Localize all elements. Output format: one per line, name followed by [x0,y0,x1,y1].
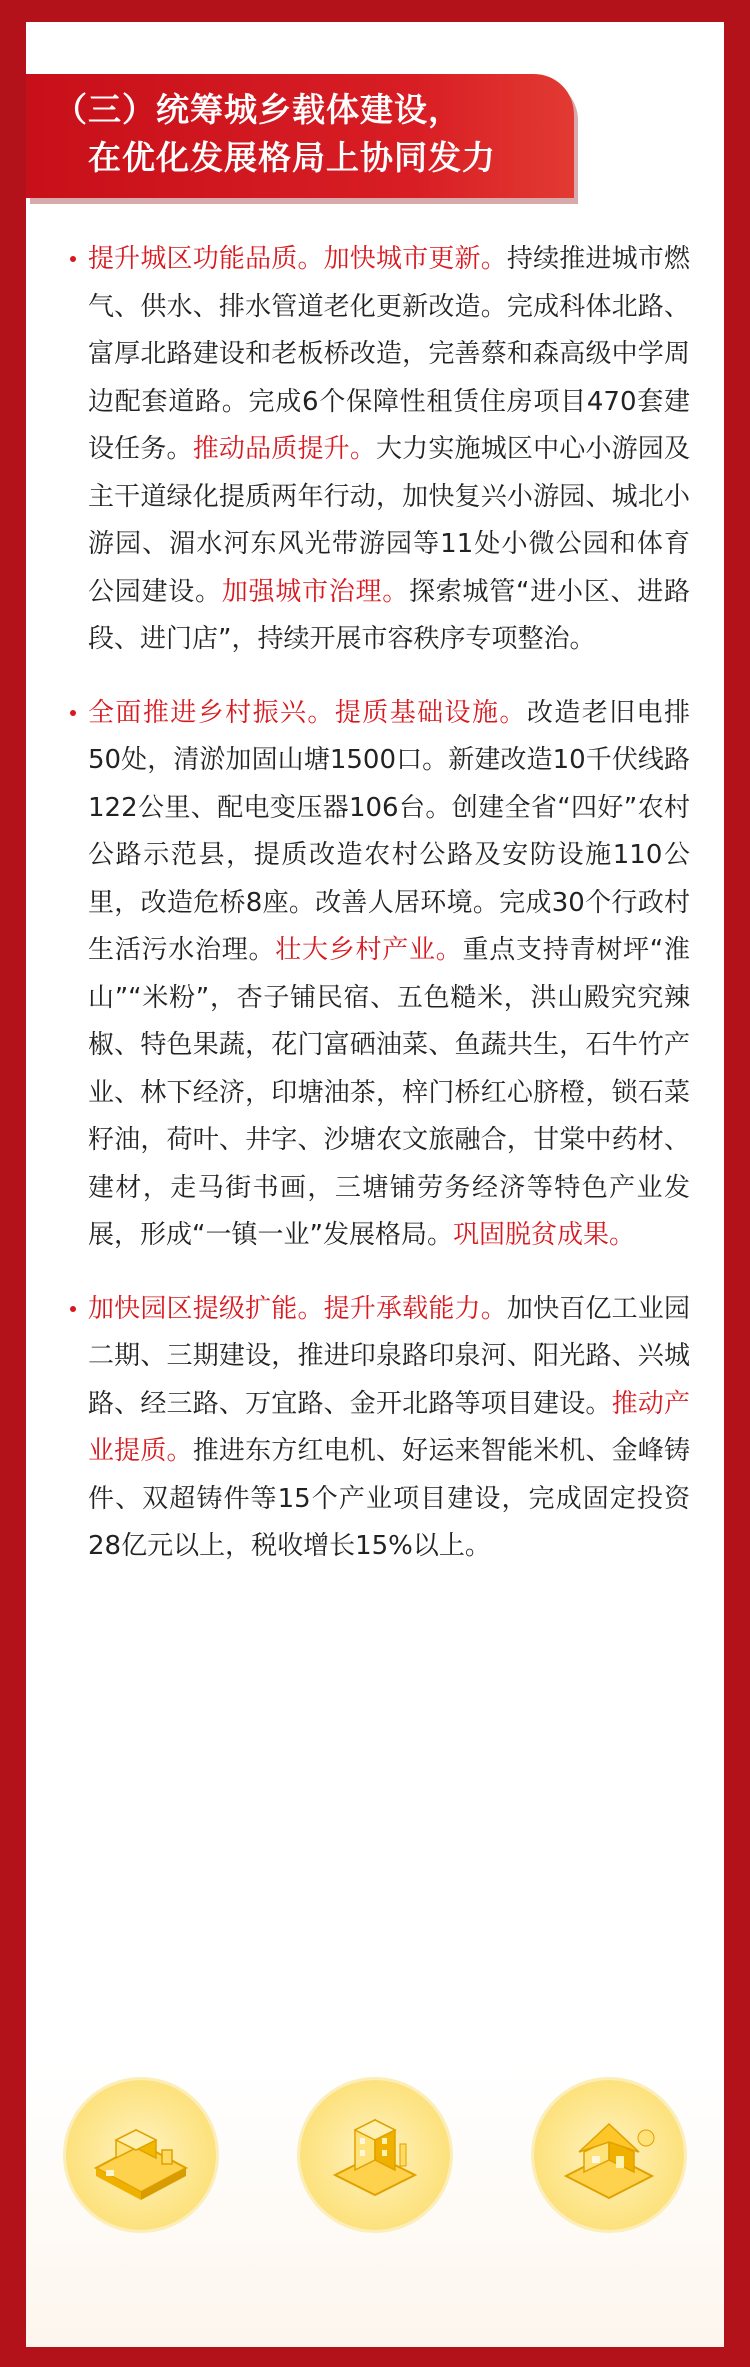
paragraph-urban [88,236,690,664]
highlight-text: 加快园区提级扩能。提升承载能力。 [88,1293,507,1324]
body-text: 改造老旧电排50处，清淤加固山塘1500口。新建改造10千伏线路122公里、配电变压器106台。创建全省“四好”农村公路示范县，提质改造农村公路及安防设施110公里，改造危桥8座。改善人居环境。完成30个行政村生活污水治理。 [88,697,690,965]
highlight-text: 巩固脱贫成果。 [452,1220,635,1250]
bullet-dot [70,710,76,716]
bullet-dot [70,1306,76,1312]
body-text: 加快百亿工业园二期、三期建设，推进印泉路印泉河、阳光路、兴城路、经三路、万宜路、金开北路等项目建设。 [88,1293,690,1419]
paragraph-rural [88,690,690,1260]
body-text: 持续推进城市燃气、供水、排水管道老化更新改造。完成科体北路、富厚北路建设和老板桥改造，完善蔡和森高级中学周边配套道路。完成6个保障性租赁住房项目470套建设任务。 [88,244,690,464]
section-heading-banner [26,74,574,198]
paragraph-industrial-park [88,1286,690,1571]
industrial-park-icon [66,2080,216,2230]
factory-building-icon [300,2080,450,2230]
highlight-text: 加强城市治理。 [221,576,409,607]
illustration-row [26,2080,724,2280]
body-text: 大力实施城区中心小游园及主干道绿化提质两年行动，加快复兴小游园、城北小游园、湄水河东风光带游园等11处小微公园和体育公园建设。 [88,434,690,607]
article-body [88,236,690,1597]
highlight-text: 提升城区功能品质。加快城市更新。 [88,244,507,274]
heading-line-1: （三）统筹城乡载体建设， [54,90,462,129]
highlight-text: 推动产业提质。 [88,1388,690,1466]
body-text: 重点支持青树坪“淮山”“米粉”，杏子铺民宿、五色糙米，洪山殿究究辣椒、特色果蔬，花门富硒油菜、鱼蔬共生，石牛竹产业、林下经济，印塘油茶，梓门桥红心脐橙，锁石菜籽油，荷叶、井字、沙塘农文旅融合，甘棠中药材、建材，走马街书画，三塘铺劳务经济等特色产业发展，形成“一镇一业”发展格局。 [88,935,690,1250]
bullet-dot [70,256,76,262]
body-text: 推进东方红电机、好运来智能米机、金峰铸件、双超铸件等15个产业项目建设，完成固定投资28亿元以上，税收增长15%以上。 [88,1436,690,1561]
village-house-icon [534,2080,684,2230]
highlight-text: 壮大乡村产业。 [275,935,463,965]
heading-line-2: 在优化发展格局上协同发力 [88,138,496,177]
body-text: 探索城管“进小区、进路段、进门店”，持续开展市容秩序专项整治。 [88,576,690,654]
highlight-text: 推动品质提升。 [192,434,376,464]
highlight-text: 全面推进乡村振兴。提质基础设施。 [88,697,527,728]
